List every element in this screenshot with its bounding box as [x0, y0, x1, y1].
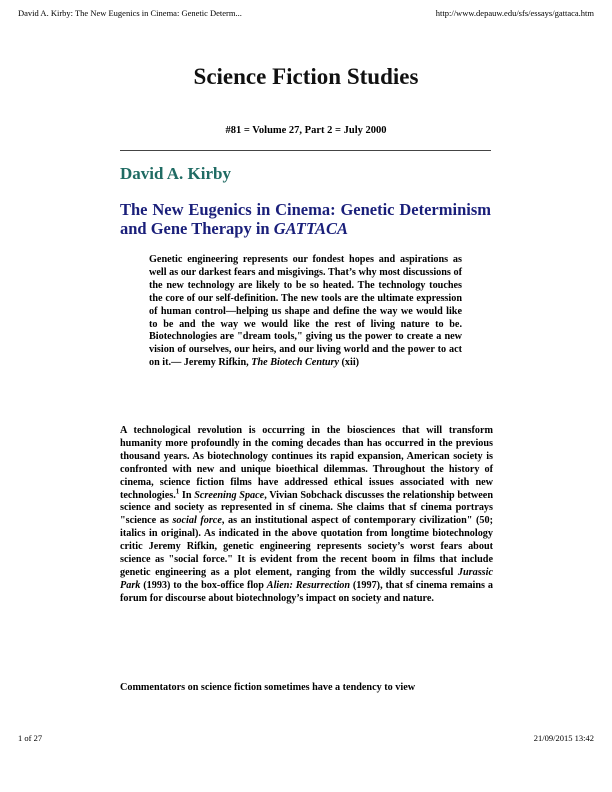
body-text: (1993) to the box-office flop — [140, 579, 267, 591]
work-title: Screening Space — [194, 489, 265, 501]
body-text: In — [179, 489, 195, 501]
work-title: Alien: Resurrection — [266, 579, 351, 591]
epigraph — [149, 254, 462, 370]
body-text: A technological revolution is occurring in the biosciences that will transform humanity more profoundly in the coming decades than has occurred in the previous thousand years. As biotechnology continues its rapid expansion, American society is confronted with new and unique bioethical dilemmas. Throughout the history of cinema, science fiction films have addressed ethical issues associated with new technologies. — [120, 425, 493, 501]
print-timestamp: 21/09/2015 13:42 — [533, 733, 594, 743]
work-title: Jurassic Park — [120, 566, 493, 591]
issue-line: #81 = Volume 27, Part 2 = July 2000 — [225, 125, 387, 136]
page-counter: 1 of 27 — [18, 733, 43, 743]
divider-rule — [120, 150, 491, 151]
article-title-film: GATTACA — [273, 219, 349, 238]
footnote-link-1[interactable]: 1 — [175, 487, 180, 496]
journal-title: Science Fiction Studies — [193, 64, 419, 89]
body-text: (1997), that sf cinema remains a forum for discourse about biotechnology’s impact on society and nature. — [120, 579, 493, 604]
emphasis: social force — [172, 515, 222, 527]
body-text: , Vivian Sobchack discusses the relationship between science and society as represented in sf cinema. She claims that sf cinema portrays "science as — [120, 489, 493, 527]
body-text: , as an institutional aspect of contemporary civilization" (50; italics in original). As indicated in the above quotation from longtime biotechnology critic Jeremy Rifkin, genetic engineering represents society’s worst fears about science as "social force." It is evident from the recent boom in films that include genetic engineering as a plot element, ranging from the wildly successful — [120, 515, 494, 578]
body-paragraph-1 — [120, 425, 493, 606]
print-header-url: http://www.depauw.edu/sfs/essays/gattaca.htm — [435, 8, 594, 18]
author-name: David A. Kirby — [120, 164, 231, 183]
epigraph-source-title: The Biotech Century — [251, 357, 339, 369]
article-title — [120, 200, 491, 238]
print-header-title: David A. Kirby: The New Eugenics in Cinema: Genetic Determ... — [18, 8, 242, 18]
article-title-main: The New Eugenics in Cinema: Genetic Determinism and Gene Therapy in — [120, 200, 491, 238]
body-paragraph-2: Commentators on science fiction sometimes have a tendency to view — [120, 682, 416, 693]
epigraph-text: Genetic engineering represents our fondest hopes and aspirations as well as our darkest fears and misgivings. That’s why most discussions of the new technology are likely to be so heated. The technology touches the core of our self-definition. The new tools are the ultimate expression of human control—helping us shape and define the way we would like to be and the way we would like the rest of living nature to be. Biotechnologies are "dream tools," giving us the power to create a new vision of ourselves, our heirs, and our living world and the power to act on it.— Jeremy Rifkin, — [149, 254, 462, 369]
epigraph-source-page: (xii) — [338, 357, 360, 369]
